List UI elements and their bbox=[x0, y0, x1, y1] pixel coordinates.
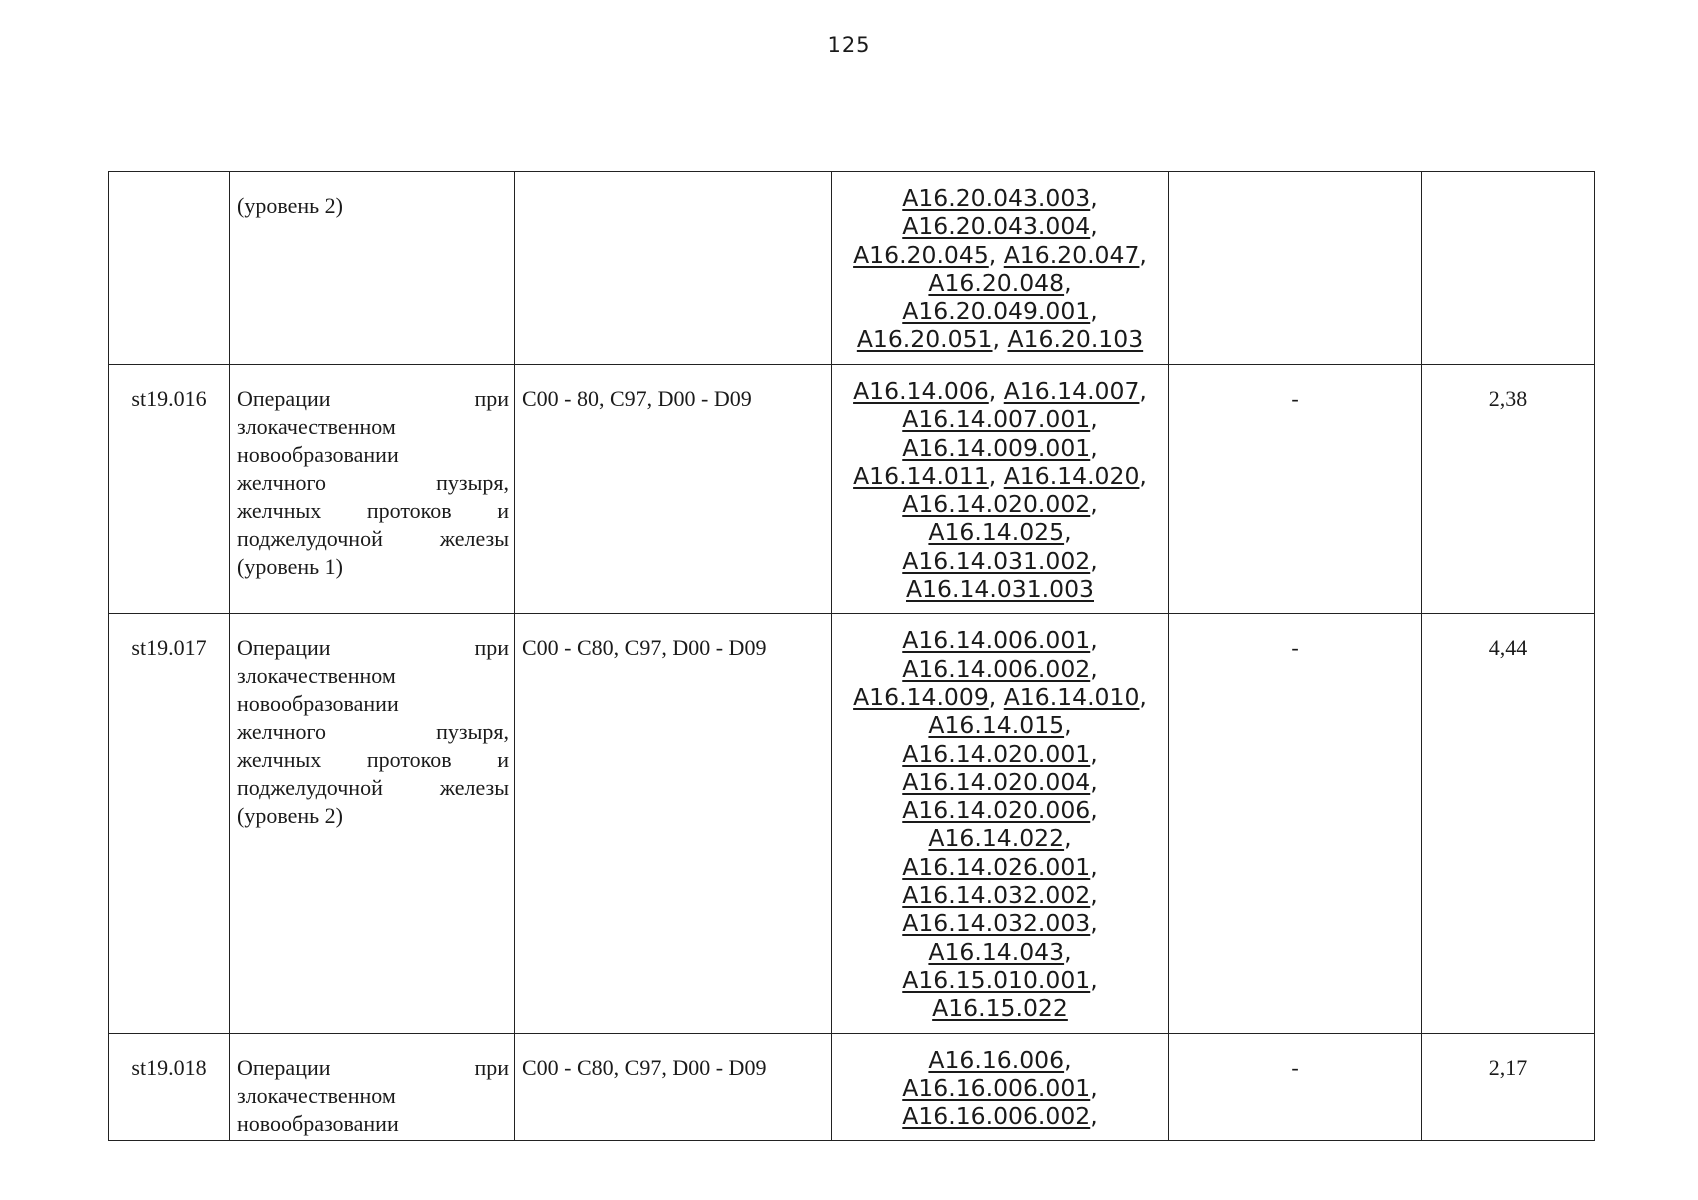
name-line: Операции при bbox=[237, 1054, 509, 1080]
diagnosis-codes bbox=[515, 172, 832, 365]
service-code-link[interactable]: А16.14.020.004 bbox=[902, 767, 1091, 796]
cost-coefficient: 2,38 bbox=[1422, 365, 1595, 614]
ksg-code bbox=[109, 172, 230, 365]
service-line: А16.14.032.002, bbox=[902, 881, 1098, 910]
extra-criteria bbox=[1169, 172, 1422, 365]
service-code-link[interactable]: А16.14.020.002 bbox=[902, 490, 1091, 519]
service-line: А16.14.007.001, bbox=[902, 405, 1098, 434]
service-code-link[interactable]: А16.14.022 bbox=[928, 824, 1065, 853]
service-line: А16.14.006, А16.14.007, bbox=[853, 377, 1147, 405]
service-code-link[interactable]: А16.20.048 bbox=[928, 268, 1065, 297]
service-line: А16.20.043.004, bbox=[902, 212, 1098, 241]
service-line: А16.14.020.004, bbox=[902, 767, 1098, 796]
service-line: А16.14.026.001, bbox=[902, 852, 1098, 881]
service-code-link[interactable]: А16.14.020.006 bbox=[902, 796, 1091, 825]
cost-coefficient bbox=[1422, 172, 1595, 365]
name-line: желчного пузыря, bbox=[237, 719, 509, 745]
service-code-link[interactable]: А16.15.022 bbox=[932, 994, 1068, 1023]
service-code-link[interactable]: А16.14.020 bbox=[1003, 461, 1140, 490]
service-code-link[interactable]: А16.14.006 bbox=[853, 377, 989, 405]
service-line: А16.20.043.003, bbox=[902, 184, 1098, 212]
name-line: Операции при bbox=[237, 386, 509, 411]
table-row bbox=[109, 614, 1595, 1033]
service-code-link[interactable]: А16.14.020.001 bbox=[902, 739, 1091, 768]
table-body bbox=[109, 172, 1595, 1141]
service-code-link[interactable]: А16.14.015 bbox=[928, 711, 1065, 740]
name-line: (уровень 2) bbox=[237, 803, 343, 829]
service-code-link[interactable]: А16.20.051 bbox=[856, 325, 993, 354]
service-line: А16.20.048, bbox=[928, 268, 1072, 297]
ksg-code: st19.017 bbox=[109, 614, 230, 1033]
ksg-name bbox=[230, 1033, 515, 1141]
service-line: А16.14.006.001, bbox=[902, 626, 1098, 655]
extra-criteria: - bbox=[1169, 614, 1422, 1033]
service-line: А16.14.009, А16.14.010, bbox=[853, 682, 1147, 711]
service-code-link[interactable]: А16.14.031.003 bbox=[906, 575, 1094, 604]
name-line: новообразовании bbox=[237, 691, 399, 717]
service-code-link[interactable]: А16.14.010 bbox=[1003, 682, 1140, 711]
tariff-table bbox=[108, 171, 1595, 1141]
service-code-link[interactable]: А16.16.006.002 bbox=[902, 1102, 1091, 1131]
service-line: А16.16.006, bbox=[928, 1045, 1072, 1074]
service-code-link[interactable]: А16.20.043.004 bbox=[902, 212, 1091, 241]
service-code-link[interactable]: А16.14.006.001 bbox=[902, 626, 1091, 655]
service-code-link[interactable]: А16.14.009.001 bbox=[902, 433, 1091, 462]
service-line: А16.16.006.001, bbox=[902, 1073, 1098, 1102]
name-line: злокачественном bbox=[237, 663, 396, 689]
name-line: новообразовании bbox=[237, 1110, 399, 1136]
service-code-link[interactable]: А16.20.047 bbox=[1003, 240, 1140, 269]
service-code-link[interactable]: А16.15.010.001 bbox=[902, 965, 1091, 994]
name-line: новообразовании bbox=[237, 442, 399, 467]
service-code-link[interactable]: А16.20.045 bbox=[853, 240, 989, 269]
extra-criteria: - bbox=[1169, 1033, 1422, 1141]
service-code-link[interactable]: А16.14.032.003 bbox=[902, 909, 1091, 938]
diagnosis-codes: C00 - C80, C97, D00 - D09 bbox=[515, 614, 832, 1033]
name-line: злокачественном bbox=[237, 1082, 396, 1108]
service-code-link[interactable]: А16.14.043 bbox=[928, 937, 1065, 966]
table-row bbox=[109, 1033, 1595, 1141]
service-line: А16.14.009.001, bbox=[902, 433, 1098, 462]
service-codes bbox=[832, 365, 1169, 614]
extra-criteria: - bbox=[1169, 365, 1422, 614]
ksg-name bbox=[230, 614, 515, 1033]
name-line: желчных протоков и bbox=[237, 747, 509, 773]
service-line: А16.14.020.001, bbox=[902, 739, 1098, 768]
service-line: А16.14.031.002, bbox=[902, 546, 1098, 575]
service-line: А16.14.043, bbox=[928, 937, 1072, 966]
service-line: А16.14.025, bbox=[928, 518, 1072, 547]
service-line: А16.16.006.002, bbox=[902, 1102, 1098, 1131]
service-code-link[interactable]: А16.14.007.001 bbox=[902, 405, 1091, 434]
ksg-name bbox=[230, 172, 515, 365]
service-code-link[interactable]: А16.14.026.001 bbox=[902, 852, 1091, 881]
service-code-link[interactable]: А16.20.049.001 bbox=[902, 297, 1091, 326]
name-line: (уровень 1) bbox=[237, 554, 343, 579]
service-line: А16.20.051, А16.20.103 bbox=[856, 325, 1144, 354]
name-line: желчного пузыря, bbox=[237, 470, 509, 495]
service-codes bbox=[832, 172, 1169, 365]
ksg-code: st19.018 bbox=[109, 1033, 230, 1141]
service-line: А16.15.010.001, bbox=[902, 965, 1098, 994]
service-line: А16.20.049.001, bbox=[902, 297, 1098, 326]
service-line: А16.14.032.003, bbox=[902, 909, 1098, 938]
diagnosis-codes: C00 - 80, C97, D00 - D09 bbox=[515, 365, 832, 614]
service-line: А16.14.020.006, bbox=[902, 796, 1098, 825]
service-line: А16.14.020.002, bbox=[902, 490, 1098, 519]
name-line: (уровень 2) bbox=[237, 193, 343, 218]
cost-coefficient: 4,44 bbox=[1422, 614, 1595, 1033]
name-line: Операции при bbox=[237, 635, 509, 661]
service-code-link[interactable]: А16.14.025 bbox=[928, 518, 1065, 547]
service-code-link[interactable]: А16.14.011 bbox=[853, 461, 989, 490]
service-line: А16.14.022, bbox=[928, 824, 1072, 853]
diagnosis-codes: C00 - C80, C97, D00 - D09 bbox=[515, 1033, 832, 1141]
ksg-name bbox=[230, 365, 515, 614]
service-line bbox=[836, 994, 1164, 1022]
service-line: А16.14.015, bbox=[928, 711, 1072, 740]
service-line: А16.14.006.002, bbox=[902, 654, 1098, 683]
name-line: злокачественном bbox=[237, 414, 396, 439]
service-code-link[interactable]: А16.20.043.003 bbox=[902, 184, 1091, 212]
table-row bbox=[109, 172, 1595, 365]
service-line bbox=[836, 575, 1164, 603]
service-code-link[interactable]: А16.14.031.002 bbox=[902, 546, 1091, 575]
service-code-link[interactable]: А16.14.032.002 bbox=[902, 881, 1091, 910]
service-codes bbox=[832, 1033, 1169, 1141]
service-codes bbox=[832, 614, 1169, 1033]
service-code-link[interactable]: А16.20.103 bbox=[1007, 325, 1144, 354]
cost-coefficient: 2,17 bbox=[1422, 1033, 1595, 1141]
service-code-link[interactable]: А16.14.009 bbox=[853, 682, 989, 711]
service-line: А16.14.011, А16.14.020, bbox=[853, 461, 1147, 490]
service-code-link[interactable]: А16.14.007 bbox=[1003, 377, 1140, 405]
name-line: поджелудочной железы bbox=[237, 775, 509, 801]
service-code-link[interactable]: А16.16.006.001 bbox=[902, 1073, 1091, 1102]
service-line: А16.20.045, А16.20.047, bbox=[853, 240, 1147, 269]
ksg-code: st19.016 bbox=[109, 365, 230, 614]
service-code-link[interactable]: А16.16.006 bbox=[928, 1045, 1065, 1074]
name-line: желчных протоков и bbox=[237, 498, 509, 523]
name-line: поджелудочной железы bbox=[237, 526, 509, 551]
page-number: 125 bbox=[827, 33, 871, 57]
table-row bbox=[109, 365, 1595, 614]
service-code-link[interactable]: А16.14.006.002 bbox=[902, 654, 1091, 683]
